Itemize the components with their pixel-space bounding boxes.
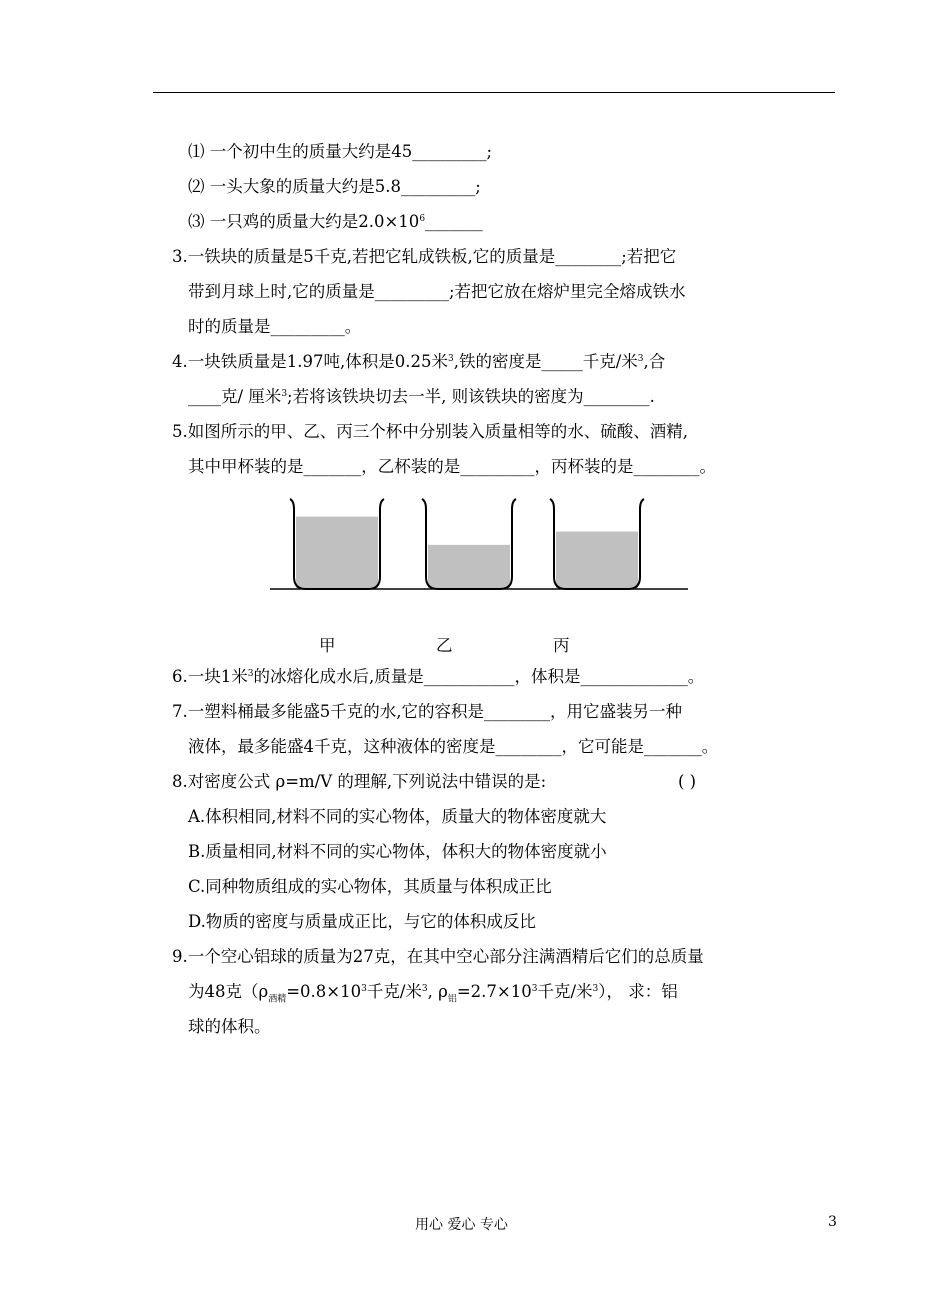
q8-option-b: B.质量相同,材料不同的实心物体，体积大的物体密度就小 <box>188 842 607 861</box>
liquid-jia <box>296 517 378 588</box>
q7-line-1: 7.一塑料桶最多能盛5千克的水,它的容积是________，用它盛装另一种 <box>172 702 682 721</box>
label-jia: 甲 <box>319 636 336 655</box>
header-rule <box>153 92 835 93</box>
q6-line: 6.一块1米$^3$的冰熔化成水后,质量是___________，体积是_____________。 <box>172 667 705 686</box>
q2-item-2: ⑵ 一头大象的质量大约是5.8_________; <box>188 177 481 196</box>
q9-line-2: 为48克（$\rho_{酒精}=0.8\times 10^3$千克/米$^3$, $\rho_铝=2.7\times 10^3$千克/米$^3$）， 求：铝 <box>188 982 678 1005</box>
q5-line-1: 5.如图所示的甲、乙、丙三个杯中分别装入质量相等的水、硫酸、酒精, <box>172 422 688 441</box>
page-number: 3 <box>828 1214 837 1230</box>
label-bing: 丙 <box>553 636 570 655</box>
q9-line-1: 9.一个空心铝球的质量为27克，在其中空心部分注满酒精后它们的总质量 <box>172 947 704 966</box>
liquid-bing <box>556 532 638 588</box>
q4-line-2: ____克/ 厘米$^3$;若将该铁块切去一半, 则该铁块的密度为________. <box>188 387 655 406</box>
beaker-jia <box>290 499 384 589</box>
footer-motto: 用心 爱心 专心 <box>415 1217 508 1233</box>
q8-option-c: C.同种物质组成的实心物体，其质量与体积成正比 <box>188 877 552 896</box>
q4-line-1: 4.一块铁质量是1.97吨,体积是0.25米$^3$,铁的密度是_____千克/米$^3$,合 <box>172 352 666 371</box>
q3-line-1: 3.一铁块的质量是5千克,若把它轧成铁板,它的质量是________;若把它 <box>172 247 677 266</box>
q3-line-2: 带到月球上时,它的质量是_________;若把它放在熔炉里完全熔成铁水 <box>188 282 686 301</box>
q5-line-2: 其中甲杯装的是_______，乙杯装的是_________，丙杯装的是________。 <box>188 457 716 476</box>
q8-answer-bracket: ( ) <box>678 772 697 791</box>
q8-option-d: D.物质的密度与质量成正比，与它的体积成反比 <box>188 912 536 931</box>
q2-item-3: ⑶ 一只鸡的质量大约是$2.0\times 10^6\_\_\_\_\_\_\_$ <box>188 212 483 231</box>
liquid-yi <box>428 545 510 588</box>
q8-option-a: A.体积相同,材料不同的实心物体，质量大的物体密度就大 <box>188 807 607 826</box>
q8-stem: 8.对密度公式 ρ=m/V 的理解,下列说法中错误的是: <box>172 772 547 791</box>
beaker-yi <box>422 499 516 589</box>
q2-item-1: ⑴ 一个初中生的质量大约是45_________; <box>188 142 493 161</box>
beaker-bing <box>550 499 644 589</box>
label-yi: 乙 <box>436 636 453 655</box>
q3-line-3: 时的质量是_________。 <box>188 317 362 336</box>
q7-line-2: 液体，最多能盛4千克，这种液体的密度是________，它可能是_______。 <box>188 737 719 756</box>
q9-line-3: 球的体积。 <box>188 1017 271 1036</box>
beakers-figure <box>270 495 690 595</box>
